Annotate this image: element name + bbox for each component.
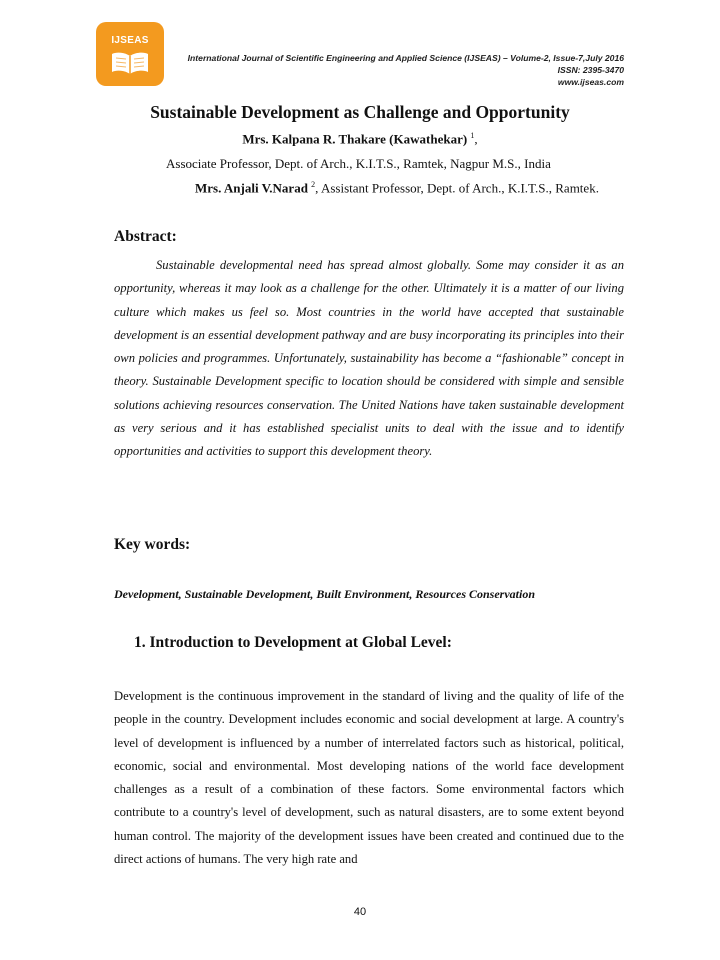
journal-header [154,52,624,88]
abstract-text: Sustainable developmental need has spread almost globally. Some may consider it as an opportunity, whereas it may look as a challenge for the other. Ultimately it is a matter of our living culture which makes us feel so. Most countries in the world have accepted that sustainable development is an essential development pathway and are busy incorporating its principles into their own policies and programmes. Unfortunately, sustainability has become a “fashionable” concept in theory. Sustainable Development specific to location should be considered with simple and sensible solutions achieving resources conservation. The United Nations have taken sustainable development as very serious and it has established specialist units to deal with the issue and to identify opportunities and activities to support this development theory. [114,258,624,459]
author-2-name: Mrs. Anjali V.Narad [195,180,308,196]
journal-website: www.ijseas.com [557,77,624,87]
open-book-icon [110,50,150,76]
logo-text: IJSEAS [111,35,149,46]
section-1-heading: 1. Introduction to Development at Global Level: [134,634,452,651]
author-2-affiliation: , Assistant Professor, Dept. of Arch., K.I.T.S., Ramtek. [315,180,599,196]
author-2-sup: 2 [311,180,316,189]
paper-title: Sustainable Development as Challenge and Opportunity [150,102,570,122]
section-1-body [114,685,624,871]
keywords-heading: Key words: [114,536,191,553]
author-1-affiliation: Associate Professor, Dept. of Arch., K.I.T.S., Ramtek, Nagpur M.S., India [166,156,551,171]
keywords-text: Development, Sustainable Development, Built Environment, Resources Conservation [114,587,536,601]
author-1-sup: 1 [470,131,475,140]
page-number: 40 [353,906,367,918]
issn: ISSN: 2395-3470 [557,65,624,75]
abstract-heading: Abstract: [114,228,177,245]
section-1-text: Development is the continuous improvement in the standard of living and the quality of life of the people in the country. Development includes economic and social development at large. A country's level of development is influenced by a number of interrelated factors such as historical, political, economic, social and environmental. Most developing nations of the world face development challenges as a result of a combination of these factors. Some environmental factors which contribute to a country's level of development, such as natural disasters, are to some extent beyond human control. The majority of the development issues have been created and continued due to the direct actions of humans. The very high rate and [114,689,624,867]
abstract-body [114,254,624,464]
author-2 [195,180,599,196]
journal-name: International Journal of Scientific Engineering and Applied Science (IJSEAS) – Volume-2, Issue-7,July 2016 [187,53,624,63]
author-1 [0,131,720,147]
author-1-trail: , [474,131,478,147]
author-1-name: Mrs. Kalpana R. Thakare (Kawathekar) [242,131,468,147]
